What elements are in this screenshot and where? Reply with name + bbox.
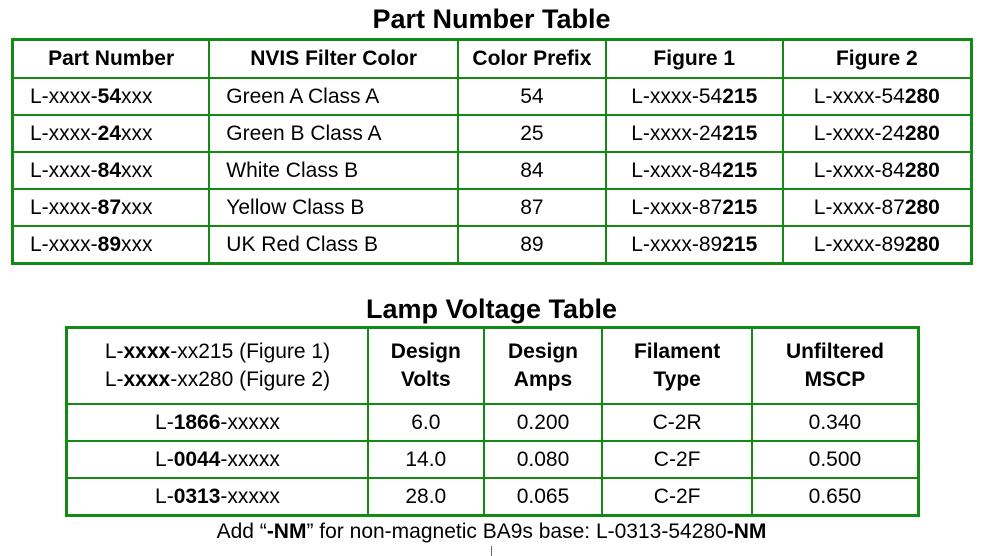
- filter-color-cell: Yellow Class B: [209, 189, 458, 226]
- part-number-cell: L-xxxx-24xxx: [13, 115, 210, 152]
- table-row: [67, 404, 919, 441]
- lamp-part-number-cell: L-1866-xxxxx: [67, 404, 368, 441]
- filament-type-cell: C-2F: [602, 441, 752, 478]
- lamp-voltage-table: [65, 326, 920, 517]
- table-row: [13, 226, 972, 264]
- design-amps-cell: 0.080: [484, 441, 603, 478]
- lamp-part-number-cell: L-0044-xxxxx: [67, 441, 368, 478]
- filament-type-cell: C-2R: [602, 404, 752, 441]
- figure-2-cell: L-xxxx-84280: [783, 152, 972, 189]
- header-part-pattern: L-xxxx-xx215 (Figure 1) L-xxxx-xx280 (Figure 2): [67, 328, 368, 405]
- color-prefix-cell: 25: [458, 115, 606, 152]
- filter-color-cell: White Class B: [209, 152, 458, 189]
- part-number-header-row: [13, 40, 972, 79]
- filter-color-cell: Green A Class A: [209, 78, 458, 115]
- divider-tick: [491, 546, 492, 556]
- part-number-table-title: Part Number Table: [372, 4, 611, 34]
- table-row: [67, 478, 919, 516]
- figure-1-cell: L-xxxx-54215: [606, 78, 783, 115]
- table-row: [13, 189, 972, 226]
- color-prefix-cell: 54: [458, 78, 606, 115]
- lamp-part-number-cell: L-0313-xxxxx: [67, 478, 368, 516]
- figure-1-cell: L-xxxx-89215: [606, 226, 783, 264]
- design-amps-cell: 0.065: [484, 478, 603, 516]
- part-number-table: [11, 38, 973, 265]
- figure-2-cell: L-xxxx-89280: [783, 226, 972, 264]
- figure-1-cell: L-xxxx-84215: [606, 152, 783, 189]
- header-nvis-filter-color: NVIS Filter Color: [209, 40, 458, 79]
- part-number-cell: L-xxxx-89xxx: [13, 226, 210, 264]
- design-amps-cell: 0.200: [484, 404, 603, 441]
- lamp-voltage-header-row: [67, 328, 919, 405]
- table-row: [13, 78, 972, 115]
- part-number-cell: L-xxxx-87xxx: [13, 189, 210, 226]
- mscp-cell: 0.500: [752, 441, 919, 478]
- mscp-cell: 0.340: [752, 404, 919, 441]
- color-prefix-cell: 89: [458, 226, 606, 264]
- design-volts-cell: 6.0: [368, 404, 484, 441]
- filter-color-cell: UK Red Class B: [209, 226, 458, 264]
- design-volts-cell: 14.0: [368, 441, 484, 478]
- header-figure-1: Figure 1: [606, 40, 783, 79]
- part-number-cell: L-xxxx-54xxx: [13, 78, 210, 115]
- figure-1-cell: L-xxxx-24215: [606, 115, 783, 152]
- color-prefix-cell: 87: [458, 189, 606, 226]
- figure-2-cell: L-xxxx-54280: [783, 78, 972, 115]
- table-row: [13, 152, 972, 189]
- non-magnetic-footnote: Add “-NM” for non-magnetic BA9s base: L-0313-54280-NM: [216, 520, 767, 543]
- header-filament-type: Filament Type: [602, 328, 752, 405]
- header-unfiltered-mscp: Unfiltered MSCP: [752, 328, 919, 405]
- design-volts-cell: 28.0: [368, 478, 484, 516]
- figure-1-cell: L-xxxx-87215: [606, 189, 783, 226]
- filter-color-cell: Green B Class A: [209, 115, 458, 152]
- figure-2-cell: L-xxxx-24280: [783, 115, 972, 152]
- header-design-volts: Design Volts: [368, 328, 484, 405]
- table-row: [13, 115, 972, 152]
- color-prefix-cell: 84: [458, 152, 606, 189]
- header-design-amps: Design Amps: [484, 328, 603, 405]
- lamp-voltage-table-title: Lamp Voltage Table: [365, 294, 618, 324]
- figure-2-cell: L-xxxx-87280: [783, 189, 972, 226]
- header-figure-2: Figure 2: [783, 40, 972, 79]
- table-row: [67, 441, 919, 478]
- header-part-number: Part Number: [13, 40, 210, 79]
- header-color-prefix: Color Prefix: [458, 40, 606, 79]
- filament-type-cell: C-2F: [602, 478, 752, 516]
- mscp-cell: 0.650: [752, 478, 919, 516]
- part-number-cell: L-xxxx-84xxx: [13, 152, 210, 189]
